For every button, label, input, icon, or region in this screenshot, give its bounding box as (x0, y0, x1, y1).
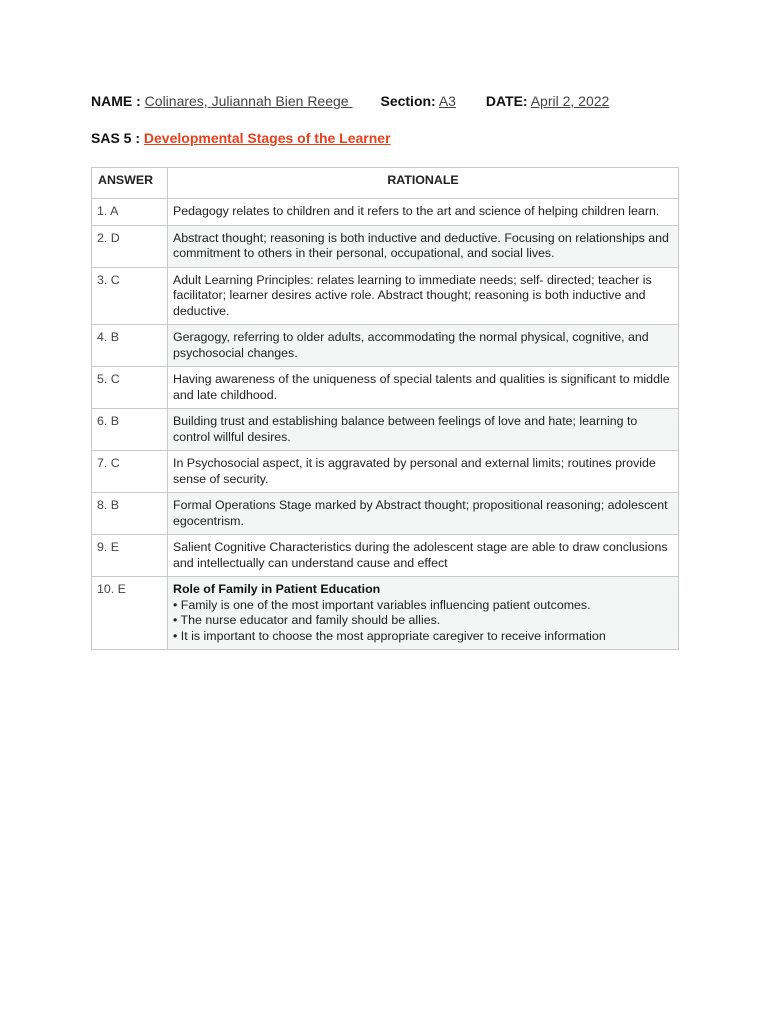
name-label: NAME : (91, 93, 141, 109)
name-value: Colinares, Juliannah Bien Reege (144, 93, 353, 109)
answer-cell: 8. B (92, 493, 168, 535)
section-value: A3 (438, 93, 456, 109)
table-row (92, 451, 679, 493)
rationale-cell: Abstract thought; reasoning is both inductive and deductive. Focusing on relationships and commitment to others in their personal, occupational, and social lives. (168, 225, 679, 267)
date-value: April 2, 2022 (530, 93, 610, 109)
answer-cell: 1. A (92, 199, 168, 226)
rationale-cell (168, 577, 679, 650)
answer-cell: 5. C (92, 367, 168, 409)
rationale-cell: Geragogy, referring to older adults, accommodating the normal physical, cognitive, and psychosocial changes. (168, 325, 679, 367)
answer-cell: 2. D (92, 225, 168, 267)
rationale-cell: Adult Learning Principles: relates learning to immediate needs; self- directed; teacher is facilitator; learner desires active role. Abstract thought; reasoning is both inductive and deductive. (168, 267, 679, 325)
table-row (92, 493, 679, 535)
rationale-heading: Role of Family in Patient Education (173, 582, 381, 596)
answers-table (91, 167, 679, 650)
answer-cell: 4. B (92, 325, 168, 367)
table-row (92, 409, 679, 451)
rationale-bullet: • It is important to choose the most appropriate caregiver to receive information (173, 628, 606, 643)
table-header-row (92, 168, 679, 199)
table-row (92, 225, 679, 267)
section-label: Section: (380, 93, 436, 109)
table-row (92, 325, 679, 367)
table-row (92, 367, 679, 409)
table-row (92, 577, 679, 650)
answer-cell: 9. E (92, 535, 168, 577)
rationale-cell: In Psychosocial aspect, it is aggravated by personal and external limits; routines provide sense of security. (168, 451, 679, 493)
answer-cell: 3. C (92, 267, 168, 325)
rationale-cell: Having awareness of the uniqueness of special talents and qualities is significant to middle and late childhood. (168, 367, 679, 409)
rationale-column-header: RATIONALE (168, 168, 679, 199)
date-label: DATE: (485, 93, 528, 109)
sas-title: Developmental Stages of the Learner (143, 130, 391, 146)
rationale-cell: Pedagogy relates to children and it refers to the art and science of helping children learn. (168, 199, 679, 226)
answer-cell: 6. B (92, 409, 168, 451)
sas-label: SAS 5 : (91, 130, 141, 146)
answer-cell: 10. E (92, 577, 168, 650)
header-line (91, 92, 609, 110)
table-row (92, 535, 679, 577)
answer-column-header: ANSWER (92, 168, 168, 199)
rationale-cell: Building trust and establishing balance between feelings of love and hate; learning to control willful desires. (168, 409, 679, 451)
rationale-bullet: • The nurse educator and family should be allies. (173, 613, 441, 627)
table-row (92, 267, 679, 325)
answer-cell: 7. C (92, 451, 168, 493)
sas-line (91, 129, 391, 147)
rationale-cell: Salient Cognitive Characteristics during the adolescent stage are able to draw conclusions and intellectually can understand cause and effect (168, 535, 679, 577)
table-row (92, 199, 679, 226)
rationale-bullet: • Family is one of the most important variables influencing patient outcomes. (173, 597, 591, 612)
rationale-cell: Formal Operations Stage marked by Abstract thought; propositional reasoning; adolescent egocentrism. (168, 493, 679, 535)
